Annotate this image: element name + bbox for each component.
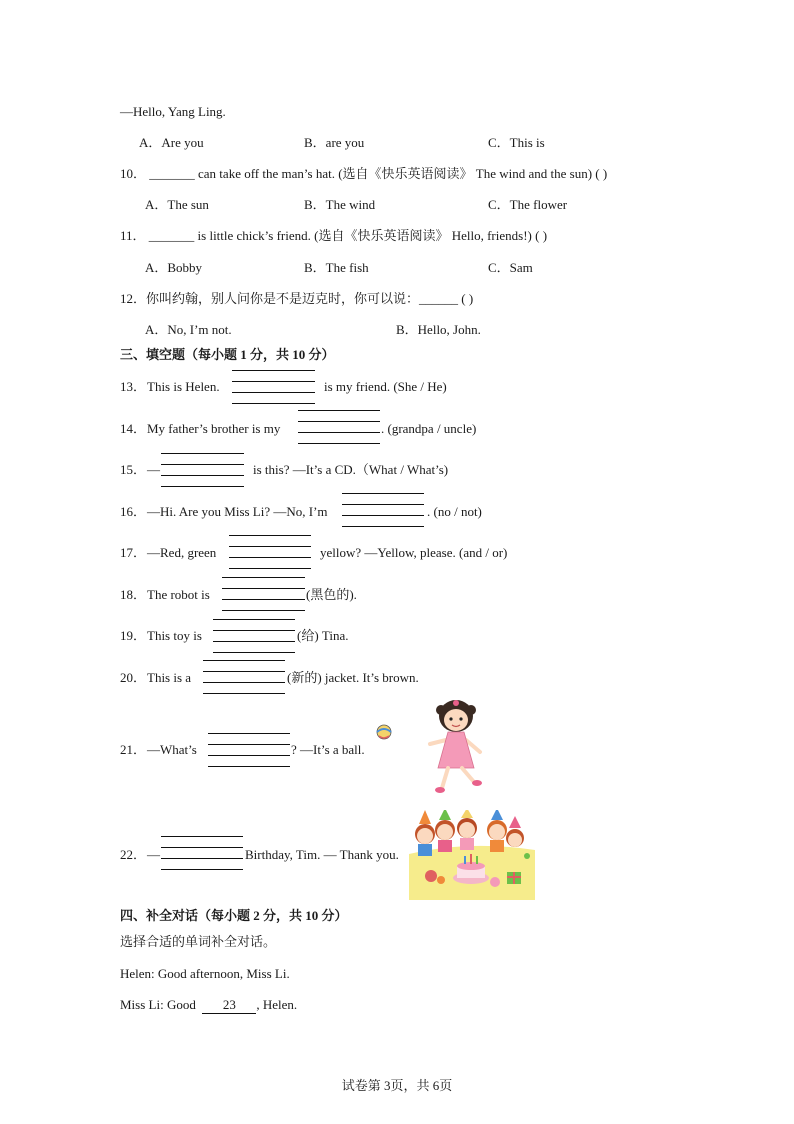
q16-text-before: —Hi. Are you Miss Li? —No, I’m (147, 504, 328, 519)
q10-option-b: B．The wind (304, 197, 376, 212)
q9-option-c: C．This is (488, 135, 545, 150)
q10-option-c: C．The flower (488, 197, 568, 212)
q13-text-before: This is Helen. (147, 379, 220, 394)
q16-text-after: . (no / not) (427, 504, 482, 519)
q20-number: 20． (120, 670, 147, 685)
dialog-line-2-after: , Helen. (256, 997, 298, 1012)
section-3-title: 三、填空题（每小题 1 分，共 10 分） (120, 347, 335, 362)
q15-number: 15． (120, 462, 147, 477)
q14-text-after: . (grandpa / uncle) (381, 421, 477, 436)
dialog-line-2 (120, 997, 297, 1014)
section-4-instruction: 选择合适的单词补全对话。 (120, 934, 277, 949)
q11-option-a: A．Bobby (145, 260, 203, 275)
q16-number: 16． (120, 504, 147, 519)
section-4-title: 四、补全对话（每小题 2 分，共 10 分） (120, 908, 348, 923)
q14-number: 14． (120, 421, 147, 436)
q9-option-a: A．Are you (139, 135, 204, 150)
birthday-party-illustration (409, 810, 535, 900)
dialog-line-1: Helen: Good afternoon, Miss Li. (120, 966, 290, 981)
answer-blank-23[interactable]: 23 (202, 997, 256, 1014)
question-number: 12． (120, 291, 147, 306)
q19-number: 19． (120, 628, 147, 643)
q10-option-a: A．The sun (145, 197, 209, 212)
question-number: 11． (120, 228, 146, 243)
q11-option-b: B．The fish (304, 260, 369, 275)
q11-option-c: C．Sam (488, 260, 533, 275)
question-12 (120, 291, 473, 307)
q18-number: 18． (120, 587, 147, 602)
q21-number: 21． (120, 742, 147, 757)
gift-icon (507, 872, 521, 884)
q13-number: 13． (120, 379, 147, 394)
q22-number: 22． (120, 847, 147, 862)
question-text: can take off the man’s hat. (选自《快乐英语阅读》 The wind and the sun) ( ) (194, 166, 608, 181)
question-number: 10． (120, 166, 147, 181)
q18-text-before: The robot is (147, 587, 210, 602)
q18-text-after: (黑色的). (306, 587, 357, 602)
q17-text-after: yellow? —Yellow, please. (and / or) (320, 545, 508, 560)
q20-text-before: This is a (147, 670, 192, 685)
answer-blank[interactable]: _______ (149, 166, 195, 181)
q14-text-before: My father’s brother is my (147, 421, 281, 436)
question-text: is little chick’s friend. (选自《快乐英语阅读》 Hello, friends!) ( ) (194, 228, 548, 243)
q21-text-before: —What’s (147, 742, 197, 757)
q15-text-before: — (147, 462, 160, 477)
q15-text-after: is this? —It’s a CD.（What / What’s) (253, 462, 449, 477)
q9-option-b: B．are you (304, 135, 365, 150)
q20-text-after: (新的) jacket. It’s brown. (287, 670, 419, 685)
q12-option-b: B．Hello, John. (396, 322, 481, 337)
q21-text-after: ? —It’s a ball. (291, 742, 365, 757)
dialog-line-2-before: Miss Li: Good (120, 997, 200, 1012)
question-text: 你叫约翰，别人问你是不是迈克时，你可以说：______ ( ) (146, 291, 474, 306)
intro-line: —Hello, Yang Ling. (120, 104, 226, 119)
q17-number: 17． (120, 545, 147, 560)
q22-text-before: — (147, 847, 160, 862)
question-10 (120, 166, 607, 182)
q12-option-a: A．No, I’m not. (145, 322, 232, 337)
q13-text-after: is my friend. (She / He) (324, 379, 447, 394)
q22-text-after: Birthday, Tim. — Thank you. (245, 847, 399, 862)
question-11 (120, 228, 547, 244)
girl-with-ball-illustration (372, 698, 492, 798)
q17-text-before: —Red, green (147, 545, 217, 560)
q19-text-after: (给) Tina. (297, 628, 349, 643)
q19-text-before: This toy is (147, 628, 202, 643)
answer-blank[interactable]: _______ (148, 228, 195, 243)
ball-icon (377, 725, 391, 739)
page-footer: 试卷第 3页，共 6页 (341, 1078, 453, 1093)
